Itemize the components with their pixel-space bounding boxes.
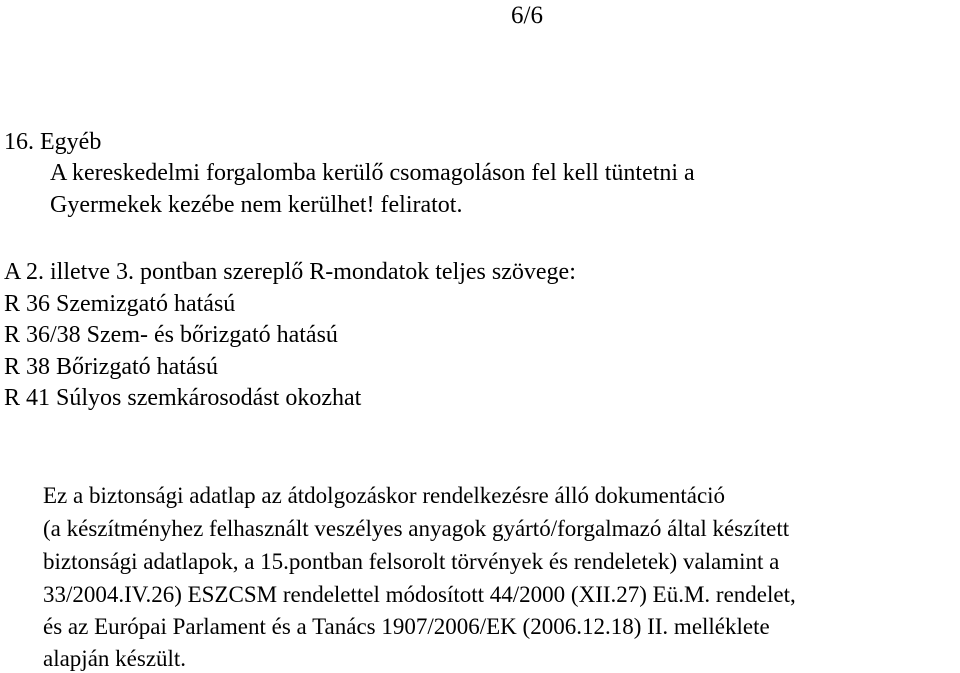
- r-phrase-item: R 41 Súlyos szemkárosodást okozhat: [4, 385, 362, 411]
- note-line: Ez a biztonsági adatlap az átdolgozáskor rendelkezésre álló dokumentáció: [43, 483, 726, 508]
- note-line: alapján készült.: [43, 646, 187, 671]
- note-line: biztonsági adatlapok, a 15.pontban felsorolt törvények és rendeletek) valamint a: [43, 549, 780, 574]
- section-body-line: Gyermekek kezébe nem kerülhet! feliratot.: [50, 192, 463, 218]
- page-number: 6/6: [511, 2, 543, 29]
- section-body-line: A kereskedelmi forgalomba kerülő csomagoláson fel kell tüntetni a: [50, 160, 695, 186]
- section-heading: 16. Egyéb: [4, 129, 102, 155]
- note-line: 33/2004.IV.26) ESZCSM rendelettel módosított 44/2000 (XII.27) Eü.M. rendelet,: [43, 582, 796, 607]
- note-line: és az Európai Parlament és a Tanács 1907/2006/EK (2006.12.18) II. melléklete: [43, 614, 770, 639]
- r-phrase-item: R 38 Bőrizgató hatású: [4, 354, 218, 380]
- note-line: (a készítményhez felhasznált veszélyes anyagok gyártó/forgalmazó által készített: [43, 516, 790, 541]
- r-phrase-item: R 36 Szemizgató hatású: [4, 291, 236, 317]
- r-phrases-intro: A 2. illetve 3. pontban szereplő R-mondatok teljes szövege:: [4, 259, 576, 285]
- r-phrase-item: R 36/38 Szem- és bőrizgató hatású: [4, 322, 338, 348]
